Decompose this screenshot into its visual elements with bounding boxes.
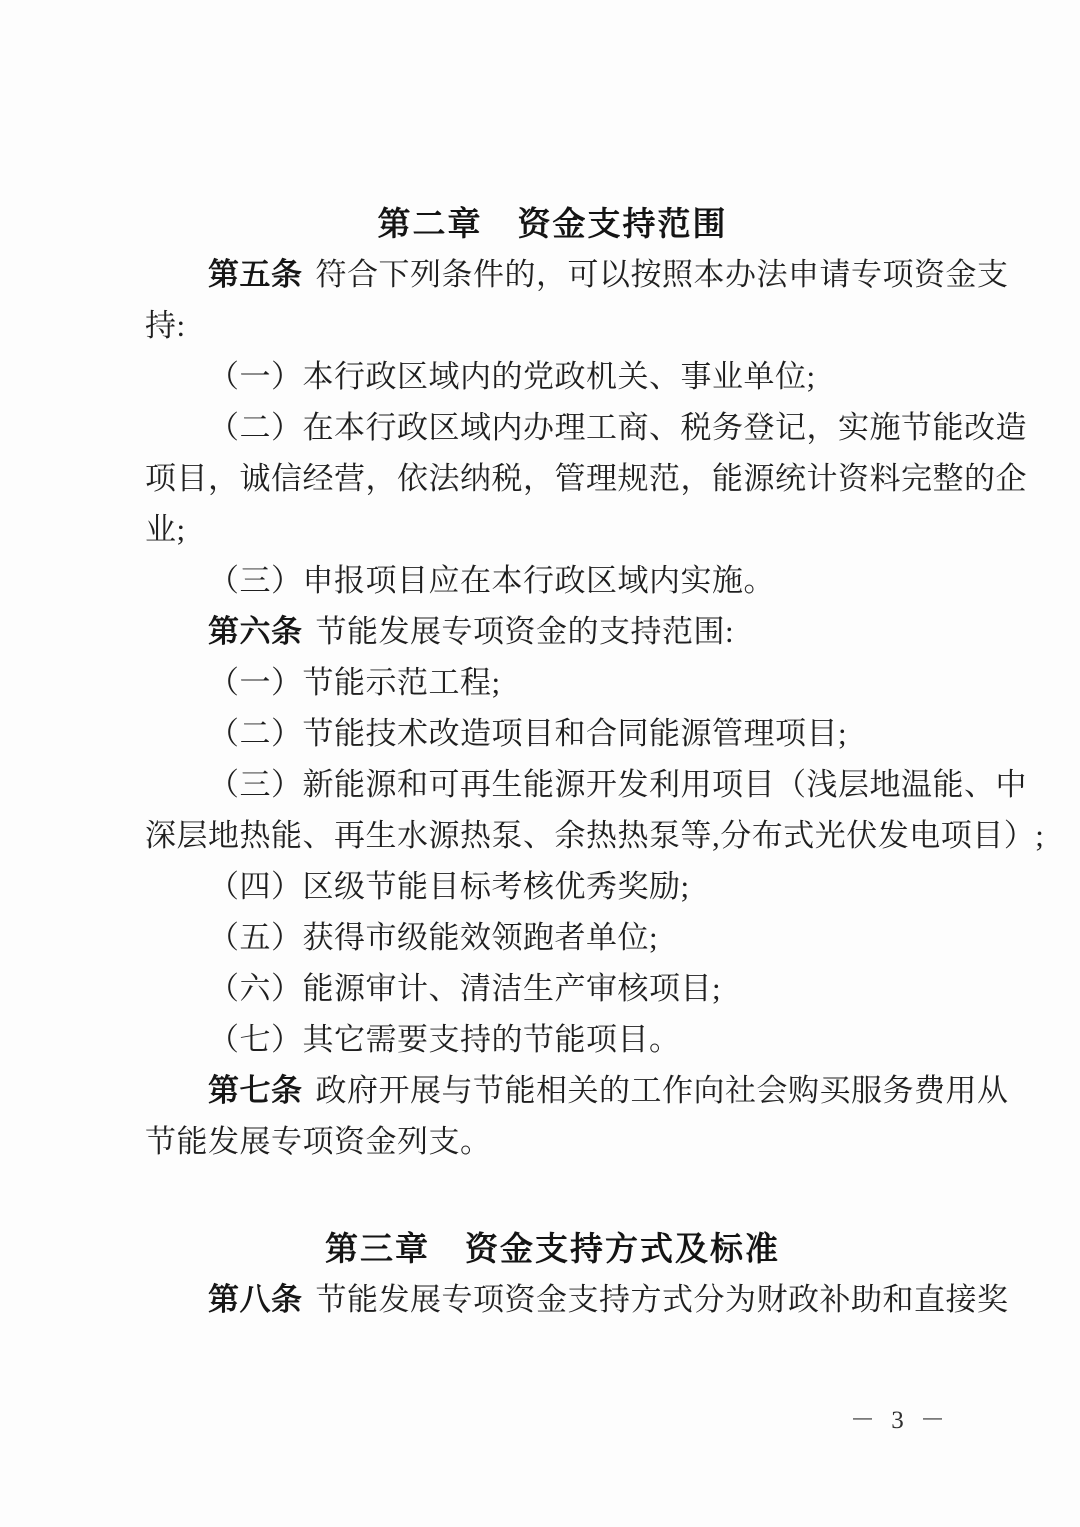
text-line: [145, 249, 1009, 300]
text-line: [145, 1065, 1009, 1116]
text-line: [145, 810, 1045, 861]
line-text: （三）新能源和可再生能源开发利用项目（浅层地温能、中: [208, 767, 1027, 802]
line-text: （二）节能技术改造项目和合同能源管理项目;: [208, 716, 848, 751]
text-line: [145, 708, 960, 759]
line-text: 符合下列条件的，可以按照本办法申请专项资金支: [315, 257, 1009, 292]
text-line: [145, 759, 1027, 810]
line-text: 持:: [145, 308, 186, 343]
line-text: （一）本行政区域内的党政机关、事业单位;: [208, 359, 816, 394]
line-text: （五）获得市级能效领跑者单位;: [208, 920, 659, 955]
line-text: （六）能源审计、清洁生产审核项目;: [208, 971, 722, 1006]
text-line: [145, 963, 960, 1014]
line-text: （四）区级节能目标考核优秀奖励;: [208, 869, 690, 904]
line-text: （七）其它需要支持的节能项目。: [208, 1022, 681, 1057]
line-text: 业;: [145, 512, 186, 547]
article-number: 第七条: [208, 1073, 303, 1108]
line-text: 节能发展专项资金列支。: [145, 1124, 492, 1159]
text-line: [145, 912, 960, 963]
chapter-heading: 第二章 资金支持范围: [377, 205, 728, 242]
text-line: [145, 504, 960, 555]
line-text: 政府开展与节能相关的工作向社会购买服务费用从: [315, 1073, 1009, 1108]
line-text: （二）在本行政区域内办理工商、税务登记，实施节能改造: [208, 410, 1027, 445]
text-line: [145, 606, 960, 657]
line-text: 项目，诚信经营，依法纳税，管理规范，能源统计资料完整的企: [145, 461, 1027, 496]
line-text: 节能发展专项资金的支持范围:: [315, 614, 735, 649]
text-line: [145, 555, 960, 606]
article-number: 第五条: [208, 257, 303, 292]
text-line: [145, 300, 960, 351]
text-line: [145, 351, 960, 402]
text-line: [145, 861, 960, 912]
text-line: [145, 1274, 1009, 1325]
chapter-heading: 第三章 资金支持方式及标准: [325, 1230, 780, 1267]
text-line: [145, 657, 960, 708]
text-line: [145, 1014, 960, 1065]
text-line: [145, 453, 1027, 504]
line-text: 节能发展专项资金支持方式分为财政补助和直接奖: [315, 1282, 1009, 1317]
article-number: 第八条: [208, 1282, 303, 1317]
text-line: [145, 402, 1027, 453]
line-text: 深层地热能、再生水源热泵、余热热泵等,分布式光伏发电项目）;: [145, 818, 1045, 853]
text-line: [145, 1116, 960, 1167]
article-number: 第六条: [208, 614, 303, 649]
line-text: （一）节能示范工程;: [208, 665, 501, 700]
document-body: [145, 198, 1045, 1325]
page-number: － 3 －: [849, 1407, 950, 1434]
line-text: （三）申报项目应在本行政区域内实施。: [208, 563, 775, 598]
